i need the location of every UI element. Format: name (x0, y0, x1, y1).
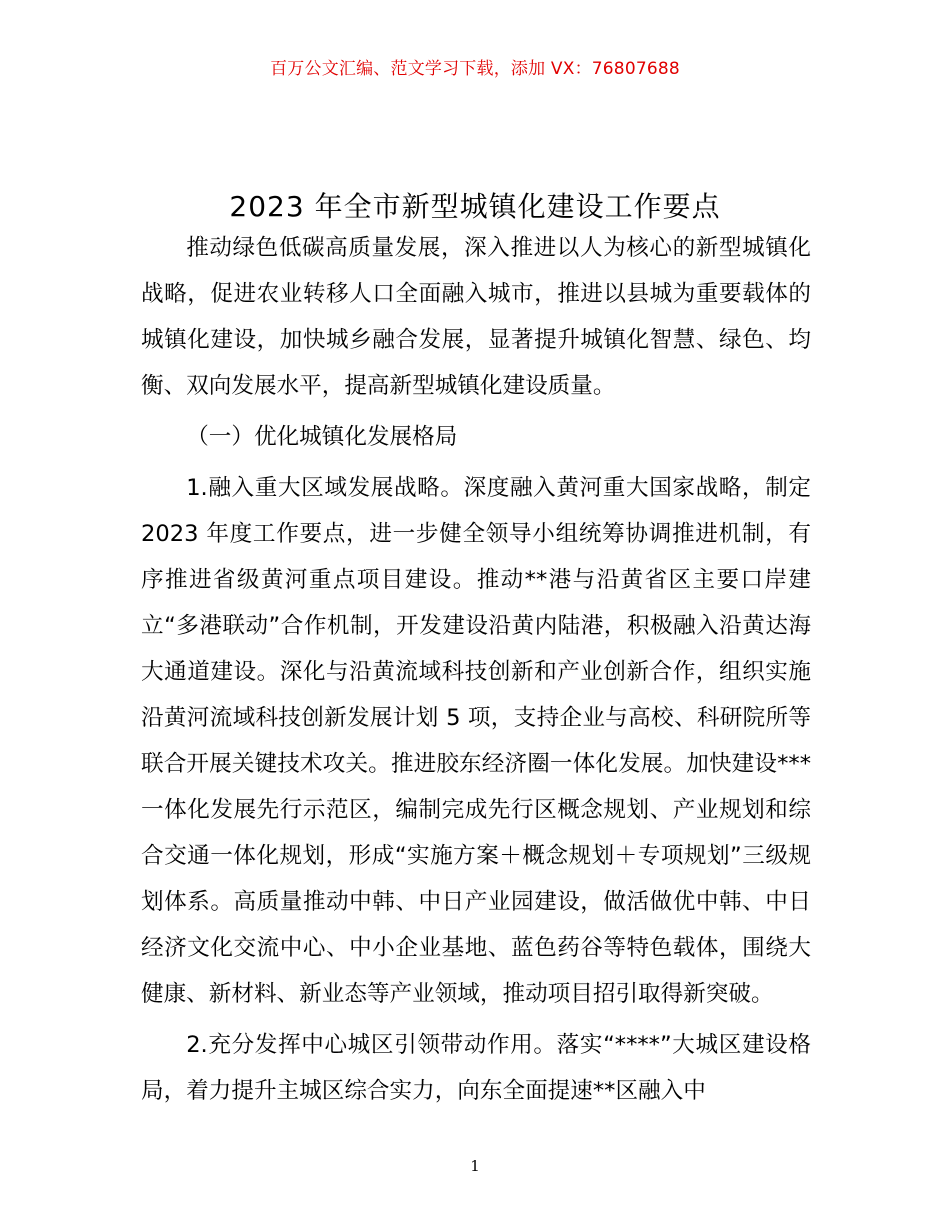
item-1-paragraph: 1.融入重大区域发展战略。深度融入黄河重大国家战略，制定 2023 年度工作要点，进一步健全领导小组统筹协调推进机制，有序推进省级黄河重点项目建设。推动**港与沿黄省区主要口岸建立“多港联动”合作机制，开发建设沿黄内陆港，积极融入沿黄达海大通道建设。深化与沿黄流域科技创新和产业创新合作，组织实施沿黄河流域科技创新发展计划 5 项，支持企业与高校、科研院所等联合开展关键技术攻关。推进胶东经济圈一体化发展。加快建设***一体化发展先行示范区，编制完成先行区概念规划、产业规划和综合交通一体化规划，形成“实施方案＋概念规划＋专项规划”三级规划体系。高质量推动中韩、中日产业园建设，做活做优中韩、中日经济文化交流中心、中小企业基地、蓝色药谷等特色载体，围绕大健康、新材料、新业态等产业领域，推动项目招引取得新突破。 (141, 475, 811, 1007)
document-body (141, 225, 811, 1114)
intro-paragraph: 推动绿色低碳高质量发展，深入推进以人为核心的新型城镇化战略，促进农业转移人口全面融入城市，推进以县城为重要载体的城镇化建设，加快城乡融合发展，显著提升城镇化智慧、绿色、均衡、双向发展水平，提高新型城镇化建设质量。 (141, 235, 811, 399)
header-banner: 百万公文汇编、范文学习下载，添加 VX：76807688 (270, 59, 680, 79)
page-number: 1 (470, 1157, 480, 1175)
item-2-paragraph: 2.充分发挥中心城区引领带动作用。落实“****”大城区建设格局，着力提升主城区综合实力，向东全面提速**区融入中 (141, 1032, 811, 1104)
section-heading: （一）优化城镇化发展格局 (186, 424, 458, 450)
document-title: 2023 年全市新型城镇化建设工作要点 (229, 189, 721, 223)
